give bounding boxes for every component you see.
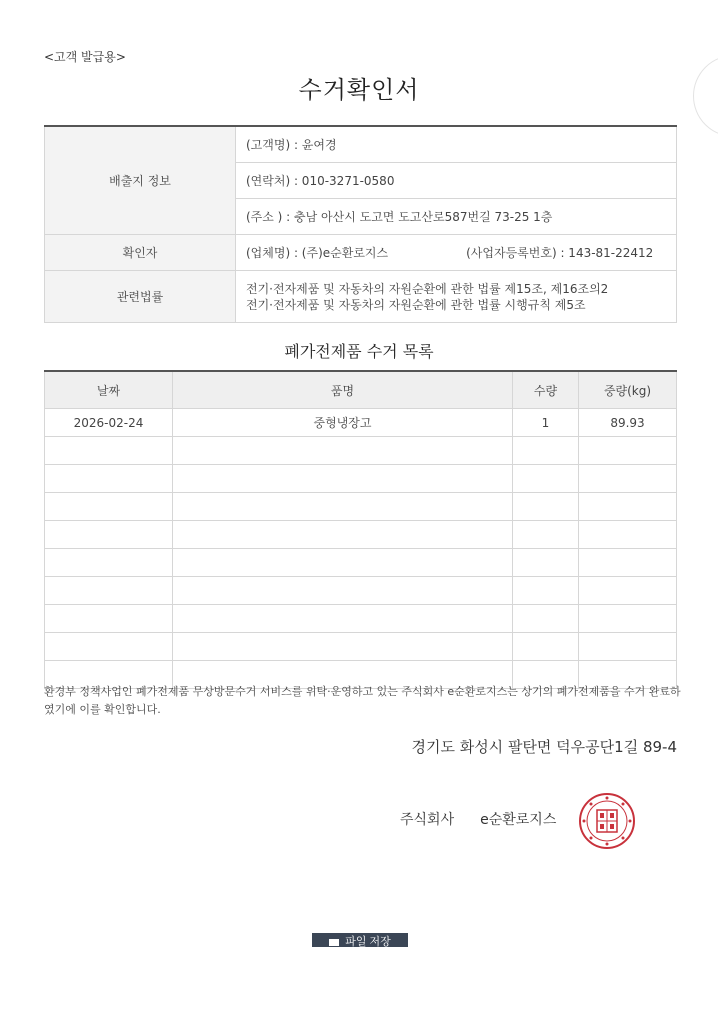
cell-weight	[579, 521, 677, 549]
confirmation-notice: 환경부 정책사업인 폐가전제품 무상방문수거 서비스를 위탁·운영하고 있는 주식회사 e순환로지스는 상기의 폐가전제품을 수거 완료하였기에 이를 확인합니다.	[44, 685, 681, 716]
collection-list-table	[44, 370, 677, 689]
table-row	[45, 577, 677, 605]
related-law-header: 관련법률	[45, 271, 236, 323]
cell-quantity	[513, 521, 579, 549]
cell-item	[173, 465, 513, 493]
cell-date: 2026-02-24	[45, 409, 173, 437]
cell-date	[45, 465, 173, 493]
column-header-weight: 중량(kg)	[579, 371, 677, 409]
table-row	[45, 605, 677, 633]
customer-address: (주소 ) : 충남 아산시 도고면 도고산로587번길 73-25 1층	[236, 199, 677, 235]
cell-date	[45, 521, 173, 549]
cell-quantity: 1	[513, 409, 579, 437]
collection-list-title: 폐가전제품 수거 목록	[284, 342, 434, 361]
floating-circle-button[interactable]	[693, 55, 718, 137]
issue-label: <고객 발급용>	[44, 50, 126, 64]
cell-quantity	[513, 465, 579, 493]
cell-date	[45, 549, 173, 577]
cell-weight	[579, 549, 677, 577]
table-row	[45, 633, 677, 661]
customer-name: (고객명) : 윤여경	[236, 126, 677, 163]
cell-date	[45, 577, 173, 605]
law-line-1: 전기·전자제품 및 자동차의 자원순환에 관한 법률 제15조, 제16조의2	[246, 281, 609, 296]
table-row	[45, 521, 677, 549]
company-address: 경기도 화성시 팔탄면 덕우공단1길 89-4	[411, 738, 677, 756]
company-name: e순환로지스	[480, 812, 557, 828]
cell-weight	[579, 577, 677, 605]
table-row	[45, 465, 677, 493]
cell-weight: 89.93	[579, 409, 677, 437]
document-title: 수거확인서	[298, 76, 420, 104]
cell-weight	[579, 465, 677, 493]
cell-weight	[579, 633, 677, 661]
confirmer-cell	[236, 235, 677, 271]
cell-quantity	[513, 633, 579, 661]
cell-weight	[579, 493, 677, 521]
column-header-date: 날짜	[45, 371, 173, 409]
cell-item	[173, 437, 513, 465]
file-save-label: 파일 저장	[345, 936, 391, 947]
emission-info-header: 배출지 정보	[45, 126, 236, 235]
cell-item	[173, 493, 513, 521]
cell-date	[45, 605, 173, 633]
business-registration-number: (사업자등록번호) : 143-81-22412	[466, 246, 654, 260]
cell-date	[45, 493, 173, 521]
column-header-quantity: 수량	[513, 371, 579, 409]
company-signature	[400, 809, 556, 829]
law-line-2: 전기·전자제품 및 자동차의 자원순환에 관한 법률 시행규칙 제5조	[246, 297, 586, 312]
table-row	[45, 549, 677, 577]
emission-info-table	[44, 125, 677, 323]
column-header-item: 품명	[173, 371, 513, 409]
cell-quantity	[513, 549, 579, 577]
company-prefix: 주식회사	[400, 812, 455, 828]
company-seal-stamp	[578, 792, 636, 850]
cell-item	[173, 605, 513, 633]
confirmer-header: 확인자	[45, 235, 236, 271]
cell-quantity	[513, 605, 579, 633]
cell-quantity	[513, 493, 579, 521]
table-row	[45, 409, 677, 437]
cell-weight	[579, 605, 677, 633]
related-law-cell	[236, 271, 677, 323]
table-row	[45, 437, 677, 465]
cell-quantity	[513, 577, 579, 605]
table-row	[45, 493, 677, 521]
customer-contact: (연락처) : 010-3271-0580	[236, 163, 677, 199]
cell-weight	[579, 437, 677, 465]
cell-date	[45, 633, 173, 661]
file-save-button[interactable]	[312, 933, 408, 947]
cell-item: 중형냉장고	[173, 409, 513, 437]
cell-item	[173, 577, 513, 605]
file-save-icon	[329, 939, 339, 946]
cell-item	[173, 549, 513, 577]
company-field: (업체명) : (주)e순환로지스	[246, 246, 389, 260]
cell-item	[173, 633, 513, 661]
cell-item	[173, 521, 513, 549]
cell-date	[45, 437, 173, 465]
cell-quantity	[513, 437, 579, 465]
